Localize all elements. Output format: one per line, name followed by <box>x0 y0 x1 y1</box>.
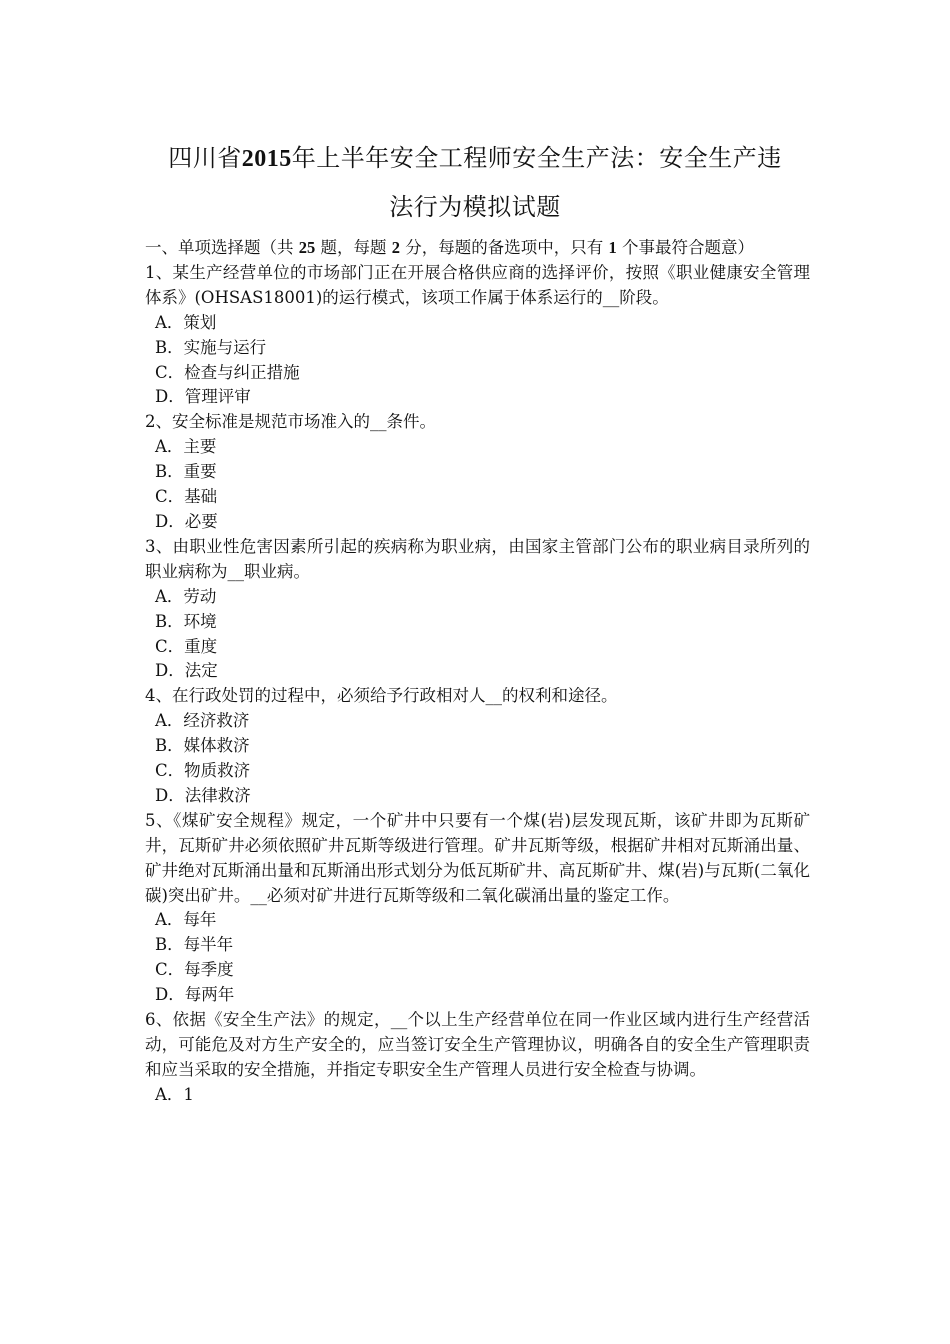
answer-option: A．每年 <box>155 910 217 930</box>
answer-option: D．法定 <box>155 661 218 681</box>
answer-option: D．法律救济 <box>155 785 251 805</box>
answer-option: C．基础 <box>155 487 218 507</box>
answer-option: D．管理评审 <box>155 387 251 407</box>
document-title-line-1 <box>130 138 820 173</box>
section-heading <box>145 236 810 261</box>
answer-option: B．实施与运行 <box>155 337 267 357</box>
document-body <box>145 236 810 1108</box>
answer-option: B．环境 <box>155 611 217 631</box>
answer-option: C．重度 <box>155 636 218 656</box>
section-text: 题，每题 <box>315 238 392 257</box>
answer-option: D．必要 <box>155 511 218 531</box>
question-stem: 1、某生产经营单位的市场部门正在开展合格供应商的选择评价，按照《职业健康安全管理体系》(OHSAS18001)的运行模式，该项工作属于体系运行的__阶段。 <box>145 262 810 307</box>
answer-option: A．经济救济 <box>155 711 250 731</box>
answer-option: A．1 <box>155 1084 194 1104</box>
title-year: 2015 <box>241 146 292 172</box>
answer-option: A．策划 <box>155 312 217 332</box>
section-text: 一、单项选择题（共 <box>145 238 299 257</box>
question-stem: 2、安全标准是规范市场准入的__条件。 <box>145 412 436 432</box>
section-text: 分，每题的备选项中，只有 <box>400 238 609 257</box>
question-stem: 6、依据《安全生产法》的规定，__个以上生产经营单位在同一作业区域内进行生产经营活动，可能危及对方生产安全的，应当签订安全生产管理协议，明确各自的安全生产管理职责和应当采取的安全措施，并指定专职安全生产管理人员进行安全检查与协调。 <box>145 1010 810 1079</box>
answer-option: A．劳动 <box>155 586 217 606</box>
points-per-question: 2 <box>391 238 400 257</box>
question-count: 25 <box>298 238 316 257</box>
answer-option: D．每两年 <box>155 985 235 1005</box>
answer-option: B．重要 <box>155 462 217 482</box>
document-title-line-2: 法行为模拟试题 <box>389 193 561 221</box>
answer-option: A．主要 <box>155 437 217 457</box>
title-text-c: 年上半年安全工程师安全生产法：安全生产违 <box>291 144 782 172</box>
question-stem: 5、《煤矿安全规程》规定，一个矿井中只要有一个煤(岩)层发现瓦斯，该矿井即为瓦斯矿井，瓦斯矿井必须依照矿井瓦斯等级进行管理。矿井瓦斯等级，根据矿井相对瓦斯涌出量、矿井绝对瓦斯涌出量和瓦斯涌出形式划分为低瓦斯矿井、高瓦斯矿井、煤(岩)与瓦斯(二氧化碳)突出矿井。__必须对矿井进行瓦斯等级和二氧化碳涌出量的鉴定工作。 <box>145 810 810 905</box>
title-text-a: 四川省 <box>168 144 242 172</box>
correct-count: 1 <box>608 238 617 257</box>
answer-option: C．物质救济 <box>155 761 251 781</box>
answer-option: C．每季度 <box>155 960 234 980</box>
question-stem: 3、由职业性危害因素所引起的疾病称为职业病，由国家主管部门公布的职业病目录所列的职业病称为__职业病。 <box>145 536 810 581</box>
answer-option: B．每半年 <box>155 935 234 955</box>
question-stem: 4、在行政处罚的过程中，必须给予行政相对人__的权利和途径。 <box>145 686 618 706</box>
answer-option: B．媒体救济 <box>155 736 250 756</box>
section-text: 个事最符合题意） <box>616 238 754 257</box>
answer-option: C．检查与纠正措施 <box>155 362 300 382</box>
